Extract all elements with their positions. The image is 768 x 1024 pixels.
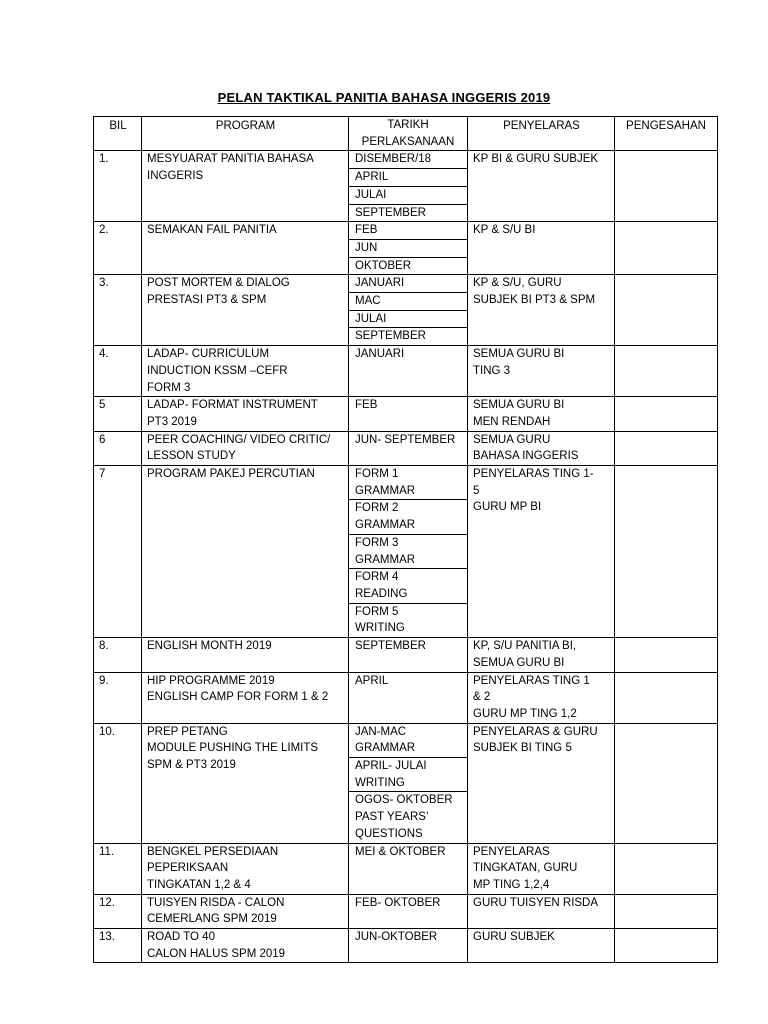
pengesahan-cell (615, 222, 718, 275)
table-row (94, 723, 718, 843)
tarikh-entry: JAN-MAC GRAMMAR (349, 724, 467, 758)
tarikh-cell (349, 672, 468, 723)
program-cell: MESYUARAT PANITIA BAHASA INGGERIS (142, 151, 349, 222)
pengesahan-cell (615, 894, 718, 928)
pengesahan-cell (615, 638, 718, 672)
penyelaras-cell: PENYELARAS TING 1- 5 GURU MP BI (468, 466, 615, 638)
header-program: PROGRAM (142, 117, 349, 151)
tarikh-entry: OGOS- OKTOBER PAST YEARS’ QUESTIONS (355, 794, 453, 840)
row-number: 9. (94, 672, 142, 723)
tarikh-entry: SEPTEMBER (355, 206, 426, 219)
tarikh-cell (349, 346, 468, 397)
pengesahan-cell (615, 466, 718, 638)
header-pengesahan: PENGESAHAN (615, 117, 718, 151)
program-cell: HIP PROGRAMME 2019 ENGLISH CAMP FOR FORM 1 & 2 (142, 672, 349, 723)
table-body (94, 151, 718, 963)
tarikh-cell (349, 843, 468, 894)
tarikh-entry: JUN-OKTOBER (355, 931, 438, 944)
tarikh-entry: FORM 4 READING (349, 569, 467, 603)
row-number: 11. (94, 843, 142, 894)
table-header-row (94, 117, 718, 151)
table-row (94, 151, 718, 222)
penyelaras-cell: PENYELARAS TINGKATAN, GURU MP TING 1,2,4 (468, 843, 615, 894)
tarikh-entry: JANUARI (349, 275, 467, 293)
penyelaras-cell: PENYELARAS TING 1 & 2 GURU MP TING 1,2 (468, 672, 615, 723)
tarikh-entry: FORM 2 GRAMMAR (349, 500, 467, 534)
tarikh-cell (349, 222, 468, 275)
program-cell: BENGKEL PERSEDIAAN PEPERIKSAAN TINGKATAN 1,2 & 4 (142, 843, 349, 894)
pengesahan-cell (615, 431, 718, 465)
table-row (94, 397, 718, 431)
tarikh-cell (349, 929, 468, 963)
row-number: 10. (94, 723, 142, 843)
tarikh-cell (349, 466, 468, 638)
tarikh-entry: APRIL (349, 169, 467, 187)
pengesahan-cell (615, 397, 718, 431)
tarikh-entry: APRIL (355, 674, 389, 687)
penyelaras-cell: GURU TUISYEN RISDA (468, 894, 615, 928)
tarikh-cell (349, 638, 468, 672)
program-cell: ENGLISH MONTH 2019 (142, 638, 349, 672)
program-cell: LADAP- CURRICULUM INDUCTION KSSM –CEFR FORM 3 (142, 346, 349, 397)
header-penyelaras: PENYELARAS (468, 117, 615, 151)
table-row (94, 222, 718, 275)
tarikh-entry: FEB- OKTOBER (355, 896, 441, 909)
tarikh-entry: JANUARI (355, 348, 405, 361)
row-number: 4. (94, 346, 142, 397)
program-cell: PREP PETANG MODULE PUSHING THE LIMITS SPM & PT3 2019 (142, 723, 349, 843)
tarikh-entry: APRIL- JULAI WRITING (349, 758, 467, 792)
penyelaras-cell: SEMUA GURU BAHASA INGGERIS (468, 431, 615, 465)
tarikh-cell (349, 894, 468, 928)
row-number: 7 (94, 466, 142, 638)
program-cell: POST MORTEM & DIALOG PRESTASI PT3 & SPM (142, 275, 349, 346)
tarikh-entry: FORM 3 GRAMMAR (349, 535, 467, 569)
row-number: 13. (94, 929, 142, 963)
tarikh-entry: FORM 1 GRAMMAR (349, 466, 467, 500)
table-row (94, 275, 718, 346)
tarikh-cell (349, 431, 468, 465)
program-cell: PEER COACHING/ VIDEO CRITIC/ LESSON STUDY (142, 431, 349, 465)
document-title: PELAN TAKTIKAL PANITIA BAHASA INGGERIS 2019 (217, 90, 551, 105)
pengesahan-cell (615, 929, 718, 963)
tarikh-entry: JULAI (349, 187, 467, 205)
tarikh-entry: JUN- SEPTEMBER (355, 433, 456, 446)
header-tarikh: TARIKH PERLAKSANAAN (349, 117, 468, 151)
tarikh-entry: FEB (355, 399, 378, 412)
tarikh-entry: JUN (349, 240, 467, 258)
penyelaras-cell: KP, S/U PANITIA BI, SEMUA GURU BI (468, 638, 615, 672)
tarikh-cell (349, 723, 468, 843)
program-cell: ROAD TO 40 CALON HALUS SPM 2019 (142, 929, 349, 963)
header-bil: BIL (94, 117, 142, 151)
penyelaras-cell: GURU SUBJEK (468, 929, 615, 963)
penyelaras-cell: SEMUA GURU BI MEN RENDAH (468, 397, 615, 431)
tarikh-entry: JULAI (349, 311, 467, 329)
tarikh-cell (349, 275, 468, 346)
pengesahan-cell (615, 346, 718, 397)
penyelaras-cell: PENYELARAS & GURU SUBJEK BI TING 5 (468, 723, 615, 843)
row-number: 12. (94, 894, 142, 928)
row-number: 5 (94, 397, 142, 431)
row-number: 2. (94, 222, 142, 275)
penyelaras-cell: KP & S/U BI (468, 222, 615, 275)
tarikh-entry: FEB (349, 222, 467, 240)
program-cell: SEMAKAN FAIL PANITIA (142, 222, 349, 275)
tarikh-entry: SEPTEMBER (355, 330, 426, 343)
table-row (94, 929, 718, 963)
table-row (94, 638, 718, 672)
row-number: 1. (94, 151, 142, 222)
tarikh-entry: OKTOBER (355, 259, 412, 272)
tarikh-entry: SEPTEMBER (355, 640, 426, 653)
penyelaras-cell: SEMUA GURU BI TING 3 (468, 346, 615, 397)
table-row (94, 843, 718, 894)
program-cell: PROGRAM PAKEJ PERCUTIAN (142, 466, 349, 638)
row-number: 6 (94, 431, 142, 465)
tarikh-entry: FORM 5 WRITING (355, 605, 405, 635)
program-cell: LADAP- FORMAT INSTRUMENT PT3 2019 (142, 397, 349, 431)
pengesahan-cell (615, 151, 718, 222)
tarikh-entry: MAC (349, 293, 467, 311)
row-number: 8. (94, 638, 142, 672)
program-cell: TUISYEN RISDA - CALON CEMERLANG SPM 2019 (142, 894, 349, 928)
pengesahan-cell (615, 723, 718, 843)
tarikh-cell (349, 397, 468, 431)
table-row (94, 346, 718, 397)
tarikh-entry: DISEMBER/18 (349, 151, 467, 169)
penyelaras-cell: KP BI & GURU SUBJEK (468, 151, 615, 222)
penyelaras-cell: KP & S/U, GURU SUBJEK BI PT3 & SPM (468, 275, 615, 346)
row-number: 3. (94, 275, 142, 346)
table-row (94, 894, 718, 928)
tarikh-entry: MEI & OKTOBER (355, 845, 446, 858)
tarikh-cell (349, 151, 468, 222)
table-row (94, 431, 718, 465)
pengesahan-cell (615, 672, 718, 723)
table-row (94, 672, 718, 723)
programme-table (93, 116, 718, 963)
pengesahan-cell (615, 843, 718, 894)
pengesahan-cell (615, 275, 718, 346)
table-row (94, 466, 718, 638)
